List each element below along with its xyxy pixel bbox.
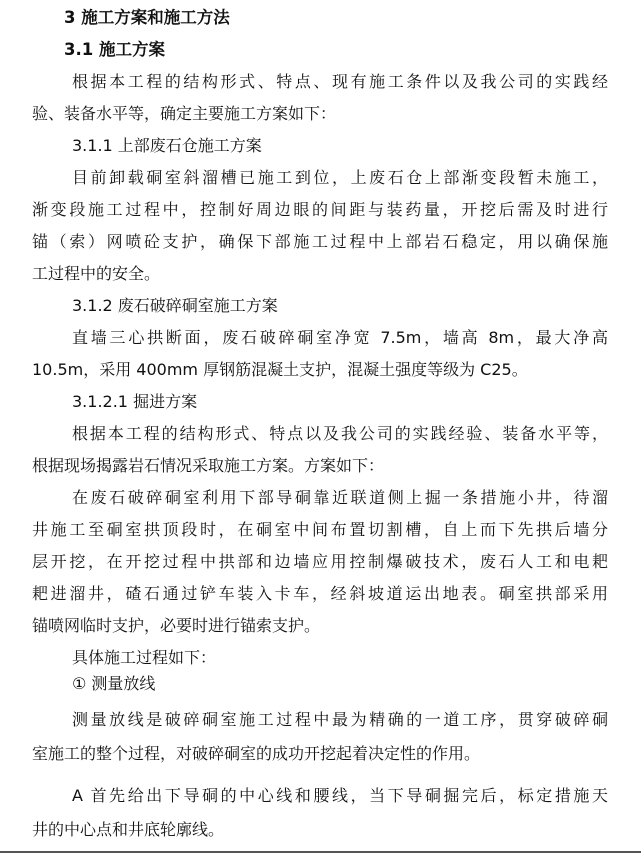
paragraph-line-23: A 首先给出下导硐的中心线和腰线，当下导硐掘完后，标定措施天 [72, 786, 608, 805]
paragraph-line-9: 直墙三心拱断面，废石破碎硐室净宽 7.5m，墙高 8m，最大净高 [72, 328, 608, 347]
paragraph-line-21: 测量放线是破碎硐室施工过程中最为精确的一道工序，贯穿破碎硐 [72, 710, 608, 729]
paragraph-line-2: 验、装备水平等，确定主要施工方案如下： [32, 104, 337, 123]
paragraph-line-17: 耙进溜井，碴石通过铲车装入卡车，经斜坡道运出地表。硐室拱部采用 [32, 584, 608, 603]
paragraph-line-6: 锚（索）网喷砼支护，确保下部施工过程中上部岩石稳定，用以确保施 [32, 232, 608, 251]
paragraph-line-15: 井施工至硐室拱顶段时，在硐室中间布置切割槽，自上而下先拱后墙分 [32, 520, 608, 539]
paragraph-line-19: 具体施工过程如下： [72, 648, 217, 667]
heading-section-3: 3 施工方案和施工方法 [64, 8, 230, 27]
paragraph-line-4: 目前卸载硐室斜溜槽已施工到位，上废石仓上部渐变段暂未施工， [72, 168, 608, 187]
paragraph-line-14: 在废石破碎硐室利用下部导硐靠近联道侧上掘一条措施小井，待溜 [72, 488, 608, 507]
paragraph-line-24: 井的中心点和井底轮廓线。 [32, 820, 225, 839]
paragraph-line-16: 层开挖，在开挖过程中拱部和边墙应用控制爆破技术，废石人工和电耙 [32, 552, 608, 571]
subheading-3-1-1: 3.1.1 上部废石仓施工方案 [72, 136, 262, 155]
paragraph-line-7: 工过程中的安全。 [32, 264, 161, 283]
paragraph-line-12: 根据本工程的结构形式、特点以及我公司的实践经验、装备水平等， [72, 424, 608, 443]
subheading-3-1-2: 3.1.2 废石破碎硐室施工方案 [72, 296, 278, 315]
paragraph-line-10: 10.5m，采用 400mm 厚钢筋混凝土支护，混凝土强度等级为 C25。 [32, 360, 528, 379]
paragraph-line-13: 根据现场揭露岩石情况采取施工方案。方案如下： [32, 456, 385, 475]
heading-section-3-1: 3.1 施工方案 [64, 40, 165, 59]
paragraph-line-1: 根据本工程的结构形式、特点、现有施工条件以及我公司的实践经 [72, 72, 608, 91]
subheading-3-1-2-1: 3.1.2.1 掘进方案 [72, 392, 198, 411]
paragraph-line-18: 锚喷网临时支护，必要时进行锚索支护。 [32, 616, 321, 635]
paragraph-line-22: 室施工的整个过程，对破碎硐室的成功开挖起着决定性的作用。 [32, 744, 481, 763]
paragraph-line-5: 渐变段施工过程中，控制好周边眼的间距与装药量，开挖后需及时进行 [32, 200, 608, 219]
page-bottom-border [0, 851, 641, 853]
list-item-survey: ① 测量放线 [72, 674, 156, 693]
